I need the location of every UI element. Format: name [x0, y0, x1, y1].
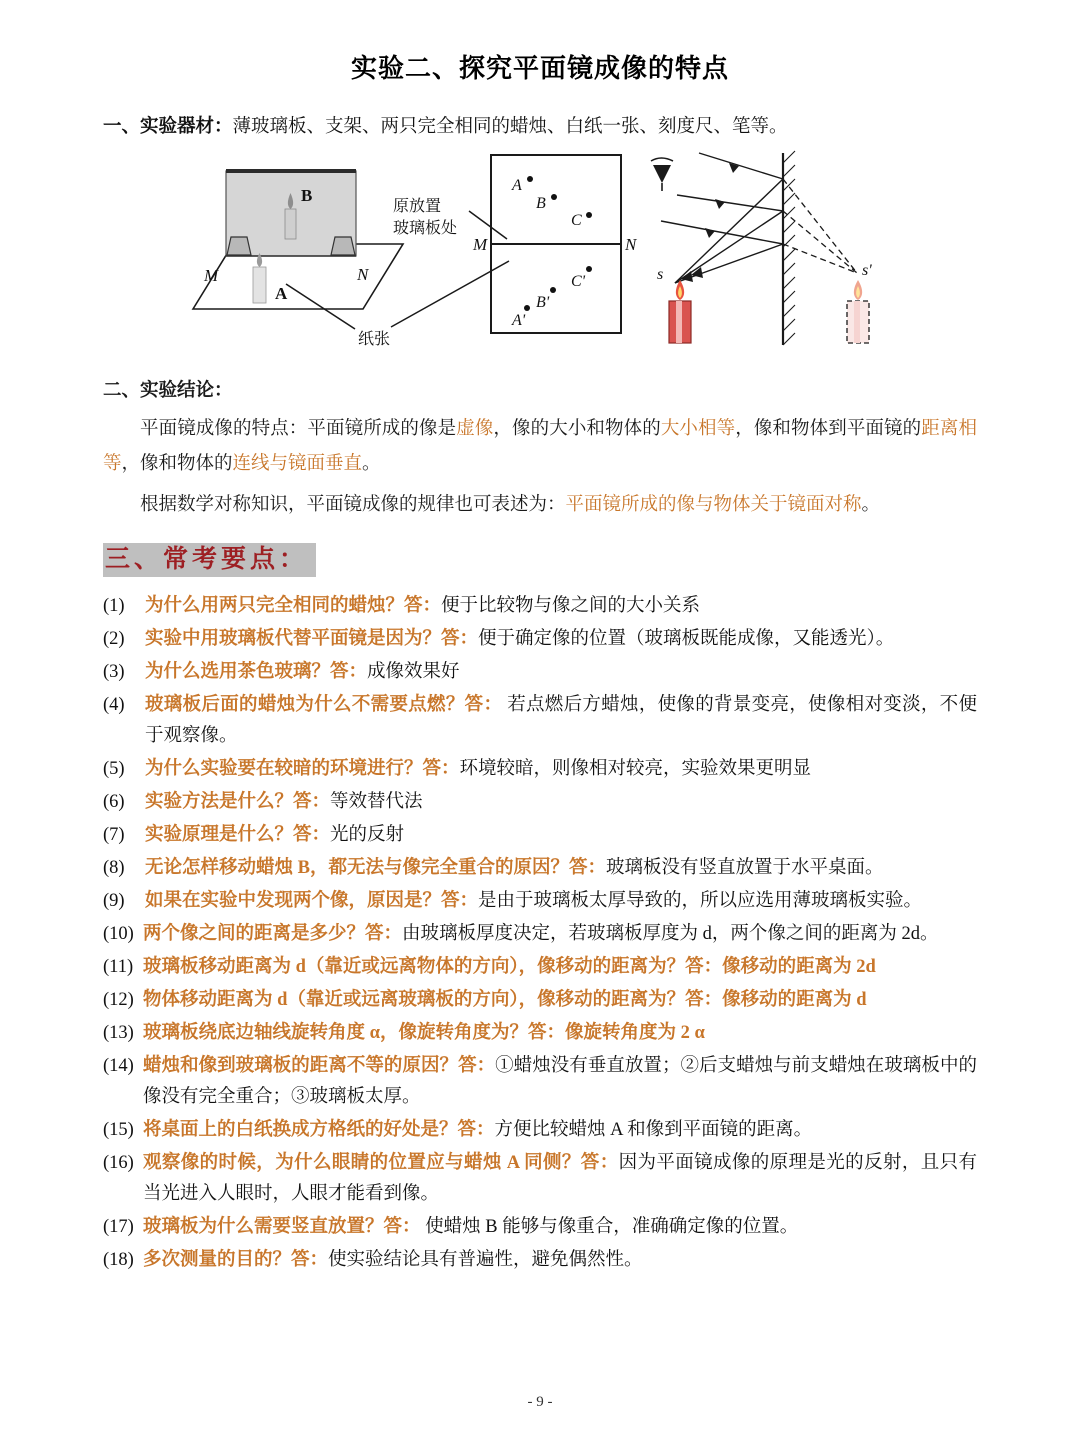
key-point-body — [143, 1148, 977, 1210]
key-point-answer: 便于比较物与像之间的大小关系 — [441, 596, 701, 616]
key-point-item — [103, 1212, 977, 1243]
key-point-answer: 使蜡烛 B 能够与像重合，准确确定像的位置。 — [420, 1217, 799, 1237]
figure-right-label-s-image: s' — [862, 262, 872, 279]
key-point-number: (13) — [103, 1023, 134, 1043]
figure-mid-point-C: C — [571, 212, 582, 229]
key-point-item — [103, 886, 977, 917]
key-point-question: 将桌面上的白纸换成方格纸的好处是？答： — [143, 1120, 495, 1140]
key-point-question: 无论怎样移动蜡烛 B，都无法与像完全重合的原因？答： — [145, 858, 606, 878]
key-point-answer: 便于确定像的位置（玻璃板既能成像，又能透光）。 — [478, 629, 895, 649]
key-point-answer: 使实验结论具有普遍性，避免偶然性。 — [328, 1250, 643, 1270]
key-point-item — [103, 657, 977, 688]
conclusion-paragraph-2 — [103, 488, 977, 523]
key-point-item — [103, 1115, 977, 1146]
key-point-question: 玻璃板绕底边轴线旋转角度 α，像旋转角度为？答：像旋转角度为 2 α — [143, 1023, 705, 1043]
key-point-body — [145, 591, 977, 622]
mirror-reflection-svg — [643, 149, 903, 349]
key-point-number: (6) — [103, 792, 125, 812]
conclusion-text: 。 — [362, 454, 381, 474]
key-point-number: (17) — [103, 1217, 134, 1237]
key-point-item — [103, 1245, 977, 1276]
figure-left-label-M: M — [204, 266, 219, 285]
conclusion-text: 平面镜成像的特点：平面镜所成的像是 — [140, 419, 457, 439]
key-point-question: 观察像的时候，为什么眼睛的位置应与蜡烛 A 同侧？答： — [143, 1153, 619, 1173]
conclusion-text: ，像和物体到平面镜的 — [735, 419, 922, 439]
figure-left-caption: 纸张 — [358, 331, 391, 348]
key-points-heading-wrap — [103, 543, 977, 577]
key-point-answer: 成像效果好 — [367, 662, 460, 682]
candle-virtual — [847, 280, 869, 343]
key-point-number: (16) — [103, 1153, 134, 1173]
key-point-question: 两个像之间的距离是多少？答： — [143, 924, 403, 944]
key-point-item — [103, 690, 977, 752]
key-point-question: 为什么选用茶色玻璃？答： — [145, 662, 368, 682]
key-point-body — [145, 886, 977, 917]
key-point-question: 物体移动距离为 d（靠近或远离玻璃板的方向），像移动的距离为？答：像移动的距离为 d — [143, 990, 867, 1010]
key-point-body — [143, 952, 977, 983]
key-point-number: (15) — [103, 1120, 134, 1140]
key-point-body — [145, 787, 977, 818]
key-point-number: (5) — [103, 759, 125, 779]
key-point-number: (2) — [103, 629, 125, 649]
key-point-item — [103, 985, 977, 1016]
key-point-body — [143, 1018, 977, 1049]
materials-line — [103, 111, 977, 143]
key-point-item — [103, 820, 977, 851]
conclusion-highlight: 平面镜所成的像与物体关于镜面对称 — [565, 495, 862, 515]
key-point-body — [145, 690, 977, 752]
key-point-item — [103, 624, 977, 655]
key-point-item — [103, 754, 977, 785]
key-point-body — [145, 853, 977, 884]
key-point-question: 蜡烛和像到玻璃板的距离不等的原因？答： — [143, 1056, 496, 1076]
key-point-answer: 光的反射 — [330, 825, 405, 845]
page-title: 实验二、探究平面镜成像的特点 — [350, 54, 729, 83]
figure-mid-caption-2: 玻璃板处 — [393, 220, 458, 237]
conclusion-highlight: 大小相等 — [660, 419, 736, 439]
key-point-item — [103, 952, 977, 983]
key-point-number: (1) — [103, 596, 125, 616]
candle-real — [669, 280, 691, 343]
key-point-question: 实验方法是什么？答： — [145, 792, 331, 812]
figure-left-label-B: B — [301, 186, 313, 205]
page-footer: - 9 - — [527, 1394, 553, 1410]
key-point-body — [145, 820, 977, 851]
key-point-answer: 是由于玻璃板太厚导致的，所以应选用薄玻璃板实验。 — [478, 891, 923, 911]
figure-left-label-A: A — [275, 284, 288, 303]
conclusion-highlight: 距离相等 — [103, 419, 977, 474]
key-point-body — [143, 1212, 977, 1243]
conclusion-text: 根据数学对称知识，平面镜成像的规律也可表述为： — [140, 495, 566, 515]
conclusion-text: 。 — [861, 495, 881, 515]
figure-right-label-s: s — [657, 266, 664, 283]
key-point-body — [143, 1245, 977, 1276]
materials-label: 一、实验器材： — [103, 117, 233, 137]
figure-mid-point-B-image: B' — [536, 294, 550, 311]
key-point-answer: 因为平面镜成像的原理是光的反射，且只有当光进入人眼时，人眼才能看到像。 — [143, 1153, 977, 1204]
key-point-number: (8) — [103, 858, 125, 878]
key-point-item — [103, 919, 977, 950]
key-point-question: 为什么用两只完全相同的蜡烛？答： — [145, 596, 442, 616]
figure-mid-point-B: B — [536, 195, 546, 212]
key-point-item — [103, 591, 977, 622]
document-body — [0, 111, 1080, 1276]
figure-mirror-reflection — [643, 149, 903, 349]
figure-mid-point-A: A — [512, 177, 522, 194]
key-point-question: 如果在实验中发现两个像，原因是？答： — [145, 891, 479, 911]
key-point-answer: 方便比较蜡烛 A 和像到平面镜的距离。 — [494, 1120, 813, 1140]
key-point-body — [145, 754, 977, 785]
key-point-body — [143, 1115, 977, 1146]
key-point-item — [103, 853, 977, 884]
key-point-body — [143, 1051, 977, 1113]
key-point-question: 多次测量的目的？答： — [143, 1250, 329, 1270]
key-point-number: (11) — [103, 957, 134, 977]
conclusion-heading: 二、实验结论： — [103, 381, 233, 401]
key-point-answer: ①蜡烛没有垂直放置；②后支蜡烛与前支蜡烛在玻璃板中的像没有完全重合；③玻璃板太厚。 — [143, 1056, 977, 1107]
key-point-number: (14) — [103, 1056, 134, 1076]
figure-mid-caption-1: 原放置 — [393, 198, 442, 215]
figure-mid-point-A-image: A' — [512, 312, 526, 329]
figure-mid-label-N: N — [625, 235, 637, 254]
figure-row — [103, 149, 977, 354]
key-point-answer: 若点燃后方蜡烛，使像的背景变亮，使像相对变淡，不便于观察像。 — [145, 695, 977, 746]
key-point-question: 玻璃板为什么需要竖直放置？答： — [143, 1217, 421, 1237]
key-point-question: 玻璃板后面的蜡烛为什么不需要点燃？答： — [145, 695, 503, 715]
key-point-item — [103, 1051, 977, 1113]
key-point-body — [145, 624, 977, 655]
key-points-list — [103, 591, 977, 1276]
key-point-number: (10) — [103, 924, 134, 944]
key-point-item — [103, 1148, 977, 1210]
key-point-question: 为什么实验要在较暗的环境进行？答： — [145, 759, 460, 779]
key-point-body — [145, 657, 977, 688]
key-point-answer: 玻璃板没有竖直放置于水平桌面。 — [605, 858, 884, 878]
key-point-question: 实验原理是什么？答： — [145, 825, 331, 845]
key-point-item — [103, 787, 977, 818]
key-point-number: (12) — [103, 990, 134, 1010]
key-point-number: (4) — [103, 695, 125, 715]
key-point-question: 玻璃板移动距离为 d（靠近或远离物体的方向），像移动的距离为？答：像移动的距离为 2d — [143, 957, 876, 977]
conclusion-text: ，像的大小和物体的 — [493, 419, 661, 439]
key-point-body — [143, 919, 977, 950]
conclusion-highlight: 虚像 — [456, 419, 494, 439]
conclusion-highlight: 连线与镜面垂直 — [232, 454, 363, 474]
conclusion-paragraph-1 — [103, 412, 977, 482]
eye-icon — [651, 158, 673, 191]
key-point-question: 实验中用玻璃板代替平面镜是因为？答： — [145, 629, 479, 649]
key-point-item — [103, 1018, 977, 1049]
key-point-number: (7) — [103, 825, 125, 845]
materials-text: 薄玻璃板、支架、两只完全相同的蜡烛、白纸一张、刻度尺、笔等。 — [232, 117, 788, 137]
key-point-number: (3) — [103, 662, 125, 682]
key-point-body — [143, 985, 977, 1016]
figure-left-label-N: N — [357, 265, 369, 284]
key-points-heading: 三、常考要点： — [103, 543, 316, 577]
conclusion-text: ，像和物体的 — [121, 454, 233, 474]
key-point-answer: 由玻璃板厚度决定，若玻璃板厚度为 d，两个像之间的距离为 2d。 — [402, 924, 939, 944]
figure-mid-point-C-image: C' — [571, 273, 586, 290]
key-point-number: (9) — [103, 891, 125, 911]
key-point-answer: 等效替代法 — [330, 792, 423, 812]
key-point-number: (18) — [103, 1250, 134, 1270]
figure-mid-label-M: M — [473, 235, 488, 254]
key-point-answer: 环境较暗，则像相对较亮，实验效果更明显 — [459, 759, 812, 779]
